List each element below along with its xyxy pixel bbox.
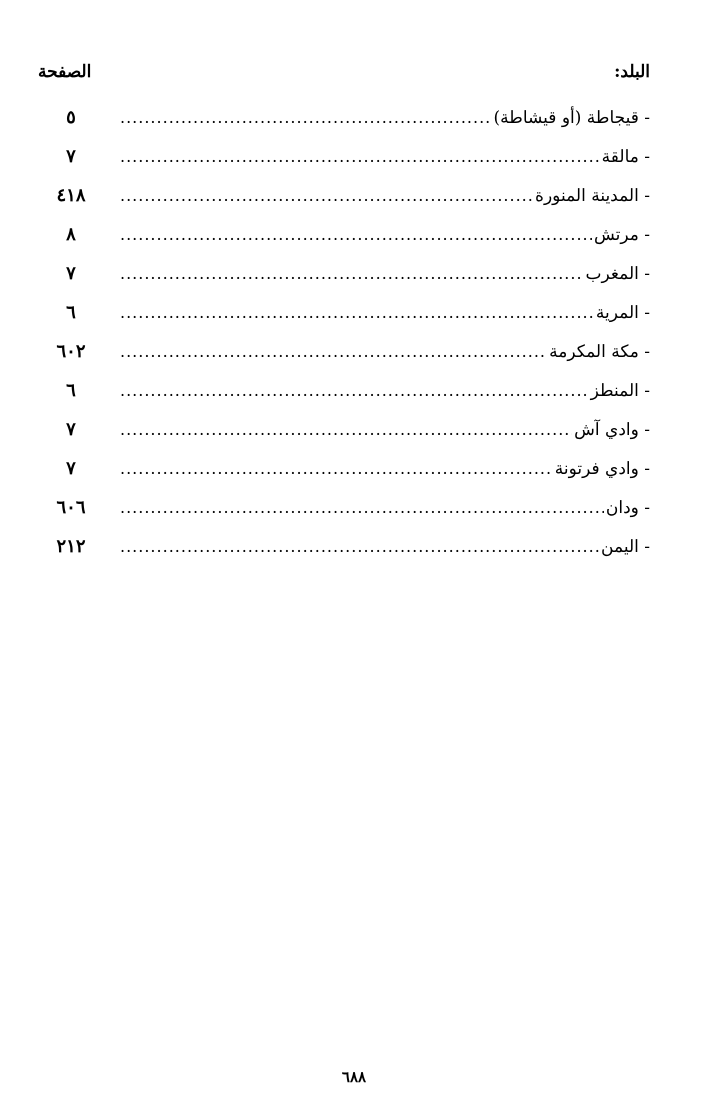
entry-page-number: ٧ xyxy=(66,419,76,440)
dot-leader xyxy=(120,186,533,205)
entry-name: - المدينة المنورة xyxy=(535,185,650,206)
entry-page-number: ٧ xyxy=(66,263,76,284)
entry-page-number: ٦٠٢ xyxy=(56,341,86,362)
index-list xyxy=(38,98,650,566)
entry-page-number: ٤١٨ xyxy=(56,185,86,206)
entry-name: - مرتش xyxy=(593,224,650,245)
index-entry xyxy=(38,293,650,332)
dot-leader xyxy=(120,108,492,127)
index-entry xyxy=(38,449,650,488)
entry-page-number: ٢١٢ xyxy=(56,536,86,557)
page-column-heading: الصفحة xyxy=(38,62,92,82)
country-column-heading: البلد: xyxy=(614,62,650,82)
dot-leader xyxy=(120,147,600,166)
dot-leader xyxy=(120,420,572,439)
index-entry xyxy=(38,254,650,293)
dot-leader xyxy=(120,303,594,322)
entry-name: - اليمن xyxy=(601,536,650,557)
dot-leader xyxy=(120,225,592,244)
entry-name: - المنطز xyxy=(590,380,650,401)
dot-leader xyxy=(120,537,599,556)
dot-leader xyxy=(120,264,584,283)
index-entry xyxy=(38,98,650,137)
entry-name: - المغرب xyxy=(585,263,650,284)
entry-name: - ودان xyxy=(605,497,650,518)
entry-page-number: ٧ xyxy=(66,146,76,167)
entry-name: - قيجاطة (أو قيشاطة) xyxy=(493,107,650,128)
dot-leader xyxy=(120,498,604,517)
index-entry xyxy=(38,332,650,371)
index-entry xyxy=(38,410,650,449)
dot-leader xyxy=(120,342,547,361)
entry-page-number: ٦ xyxy=(66,302,76,323)
entry-page-number: ٦ xyxy=(66,380,76,401)
dot-leader xyxy=(120,459,553,478)
entry-name: - وادي آش xyxy=(574,419,650,440)
entry-name: - المرية xyxy=(595,302,650,323)
entry-name: - وادي فرتونة xyxy=(554,458,650,479)
index-entry xyxy=(38,215,650,254)
index-entry xyxy=(38,176,650,215)
index-entry xyxy=(38,527,650,566)
entry-page-number: ٦٠٦ xyxy=(56,497,86,518)
entry-name: - مالقة xyxy=(601,146,650,167)
index-entry xyxy=(38,371,650,410)
entry-name: - مكة المكرمة xyxy=(549,341,650,362)
page-number-footer: ٦٨٨ xyxy=(341,1068,367,1086)
index-header xyxy=(38,58,650,86)
index-entry xyxy=(38,488,650,527)
entry-page-number: ٧ xyxy=(66,458,76,479)
dot-leader xyxy=(120,381,589,400)
index-entry xyxy=(38,137,650,176)
entry-page-number: ٨ xyxy=(66,224,76,245)
entry-page-number: ٥ xyxy=(66,107,76,128)
